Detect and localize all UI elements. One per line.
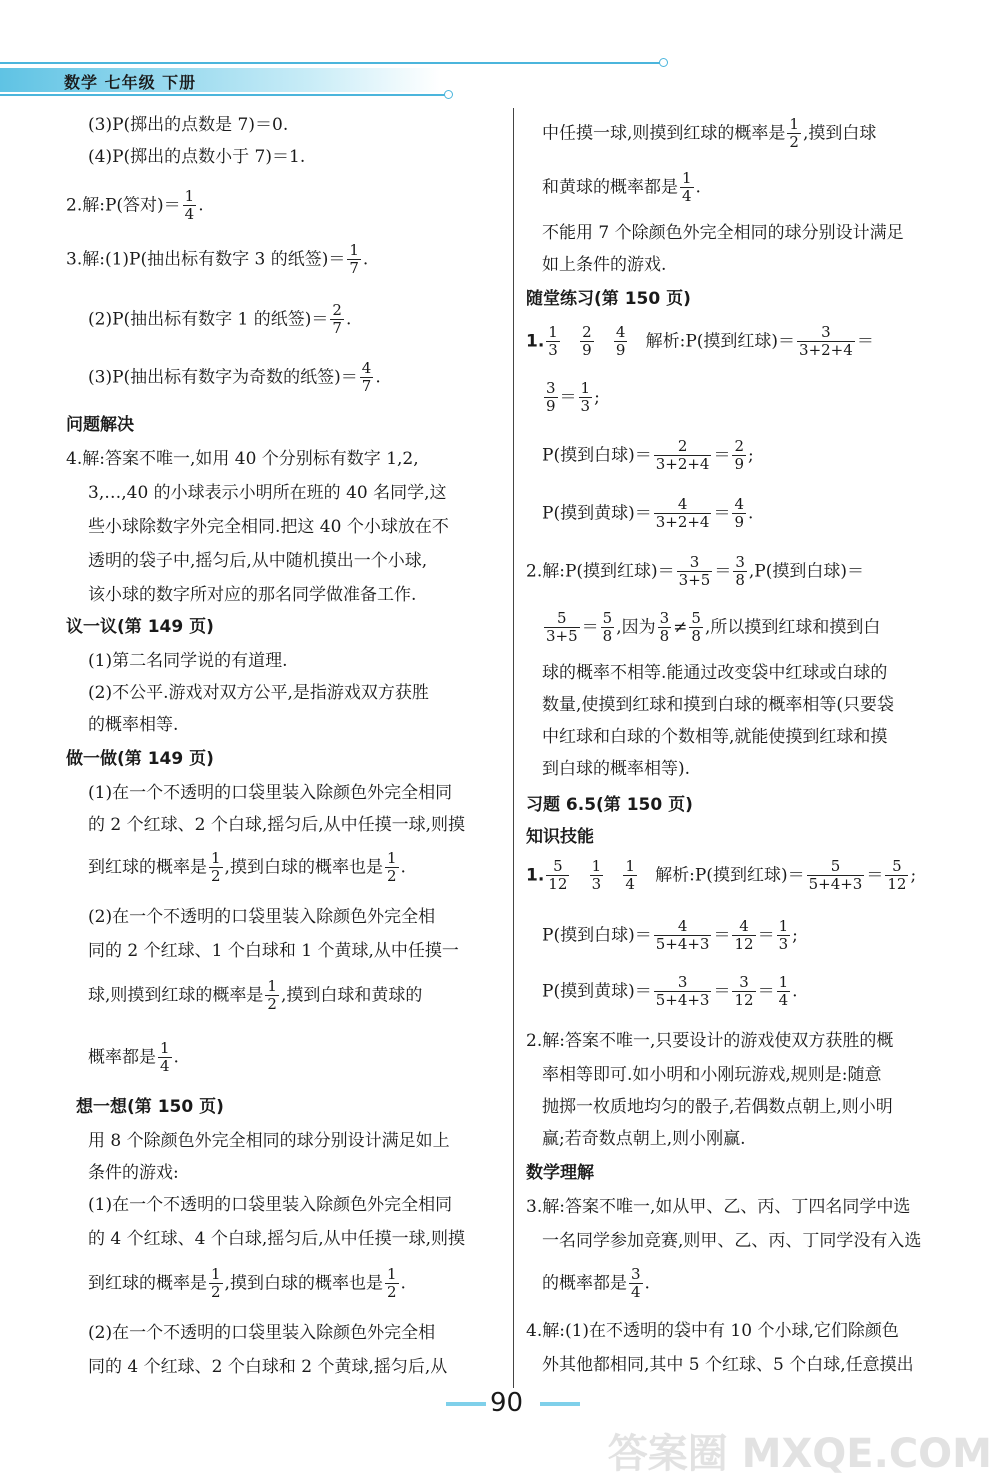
header-top-rule — [0, 62, 660, 64]
footer-decoration — [446, 1402, 486, 1406]
text-line: 用 8 个除颜色外完全相同的球分别设计满足如上 — [88, 1131, 450, 1151]
text-line: 3.解:答案不唯一,如从甲、乙、丙、丁四名同学中选 — [526, 1197, 911, 1217]
fraction: $\frac{5}{8}$ — [691, 609, 701, 646]
answer-3-2: (2)P(抽出标有数字 1 的纸签)＝ $\frac{2}{7}$ . — [88, 301, 352, 338]
fraction: $\frac{1}{3}$ — [591, 857, 602, 894]
fraction: $\frac{4}{9}$ — [734, 495, 745, 532]
fraction: $\frac{3}{9}$ — [546, 379, 556, 416]
fraction: $\frac{4}{5+4+3}$ — [655, 917, 710, 954]
fraction: $\frac{1}{4}$ — [778, 973, 789, 1010]
fraction: $\frac{2}{9}$ — [734, 437, 745, 474]
text-line: 和黄球的概率都是 $\frac{1}{4}$ . — [542, 169, 701, 206]
exercise-2: 2.解:P(摸到红球)＝ $\frac{3}{3+5}$ ＝ $\frac{3}{8}$ ,P(摸到白球)＝ — [526, 553, 864, 590]
column-divider — [513, 108, 514, 1388]
text-line: (2)不公平.游戏对双方公平,是指游戏双方获胜 — [88, 683, 429, 703]
text-line: (2)在一个不透明的口袋里装入除颜色外完全相 — [88, 1323, 436, 1343]
text-line: 的 4 个红球、4 个白球,摇匀后,从中任摸一球,则摸 — [88, 1229, 466, 1249]
text-line: 该小球的数字所对应的那名同学做准备工作. — [88, 585, 417, 605]
section-heading: 数学理解 — [526, 1163, 594, 1183]
fraction: $\frac{2}{3+2+4}$ — [655, 437, 710, 474]
fraction: $\frac{2}{9}$ — [582, 323, 592, 360]
text-line: 到红球的概率是 $\frac{1}{2}$ ,摸到白球的概率也是 $\frac{1}{2}$ . — [88, 849, 406, 886]
fraction: $\frac{1}{2}$ — [267, 977, 277, 1014]
text-line: (1)第二名同学说的有道理. — [88, 651, 288, 671]
text-line: 赢;若奇数点朝上,则小刚赢. — [542, 1129, 746, 1149]
fraction: $\frac{4}{3+2+4}$ — [655, 495, 710, 532]
fraction: $\frac{1}{7}$ — [349, 241, 359, 278]
fraction: $\frac{4}{7}$ — [361, 359, 372, 396]
fraction: $\frac{1}{3}$ — [778, 917, 789, 954]
section-heading: 议一议(第 149 页) — [66, 617, 214, 637]
text-line: 到白球的概率相等). — [542, 759, 691, 779]
answer-2: 2.解:P(答对)＝ $\frac{1}{4}$ . — [66, 187, 204, 224]
text-line: 同的 4 个红球、2 个白球和 2 个黄球,摇匀后,从 — [88, 1357, 448, 1377]
section-heading: 随堂练习(第 150 页) — [526, 289, 691, 309]
text-line: 些小球除数字外完全相同.把这 40 个小球放在不 — [88, 517, 449, 537]
text-line: 抛掷一枚质地均匀的骰子,若偶数点朝上,则小明 — [542, 1097, 893, 1117]
fraction: $\frac{1}{2}$ — [386, 1265, 397, 1302]
fraction: $\frac{3}{5+4+3}$ — [655, 973, 710, 1010]
text-line: 一名同学参加竞赛,则甲、乙、丙、丁同学没有入选 — [542, 1231, 922, 1251]
text-line: P(摸到黄球)＝ $\frac{4}{3+2+4}$ ＝ $\frac{4}{9}$ . — [542, 495, 754, 532]
text-line: 4.解:(1)在不透明的袋中有 10 个小球,它们除颜色 — [526, 1321, 899, 1341]
watermark: 答案圈 MXQE.COM — [607, 1431, 992, 1477]
text-line: 3,…,40 的小球表示小明所在班的 40 名同学,这 — [88, 483, 447, 503]
fraction: $\frac{3}{12}$ — [734, 973, 754, 1010]
text-line: 中任摸一球,则摸到红球的概率是 $\frac{1}{2}$ ,摸到白球 — [542, 115, 877, 152]
text-line: 球,则摸到红球的概率是 $\frac{1}{2}$ ,摸到白球和黄球的 — [88, 977, 423, 1014]
fraction: $\frac{5}{3+5}$ — [546, 609, 578, 646]
fraction: $\frac{1}{4}$ — [625, 857, 635, 894]
fraction: $\frac{3}{8}$ — [659, 609, 670, 646]
text-line: 的概率都是 $\frac{3}{4}$ . — [542, 1265, 650, 1302]
fraction: $\frac{5}{8}$ — [602, 609, 613, 646]
section-heading: 知识技能 — [526, 827, 594, 847]
fraction: $\frac{1}{4}$ — [184, 187, 195, 224]
section-heading: 习题 6.5(第 150 页) — [526, 795, 693, 815]
fraction: $\frac{3}{3+5}$ — [678, 553, 711, 590]
fraction: $\frac{1}{3}$ — [548, 323, 558, 360]
text-line: 到红球的概率是 $\frac{1}{2}$ ,摸到白球的概率也是 $\frac{1}{2}$ . — [88, 1265, 406, 1302]
text-line: (4)P(掷出的点数小于 7)＝1. — [88, 147, 306, 167]
section-heading: 问题解决 — [66, 415, 134, 435]
page-number: 90 — [490, 1388, 524, 1418]
text-line: 4.解:答案不唯一,如用 40 个分别标有数字 1,2, — [66, 449, 419, 469]
fraction: $\frac{1}{4}$ — [682, 169, 692, 206]
fraction: $\frac{5}{12}$ — [887, 857, 907, 894]
fraction: $\frac{3}{8}$ — [735, 553, 745, 590]
footer-decoration — [540, 1402, 580, 1406]
header-title: 数学 七年级 下册 — [64, 73, 197, 92]
text-line: 球的概率不相等.能通过改变袋中红球或白球的 — [542, 663, 888, 683]
fraction: $\frac{4}{12}$ — [734, 917, 754, 954]
text-line: (2)在一个不透明的口袋里装入除颜色外完全相 — [88, 907, 436, 927]
text-line: $\frac{5}{3+5}$ ＝ $\frac{5}{8}$ ,因为 $\frac{3}{8}$ ≠ $\frac{5}{8}$ ,所以摸到红球和摸到白 — [546, 609, 881, 646]
exercise-k1: 1. $\frac{5}{12}$ $\frac{1}{3}$ $\frac{1}{4}$ 解析:P(摸到红球)＝ $\frac{5}{5+4+3}$ ＝ $\frac{5}{12}$ ; — [526, 857, 917, 894]
fraction: $\frac{1}{2}$ — [789, 115, 799, 152]
text-line: 不能用 7 个除颜色外完全相同的球分别设计满足 — [542, 223, 904, 243]
text-line: (1)在一个不透明的口袋里装入除颜色外完全相同 — [88, 1195, 453, 1215]
fraction: $\frac{2}{7}$ — [332, 301, 342, 338]
text-line: 数量,使摸到红球和摸到白球的概率相等(只要袋 — [542, 695, 895, 715]
text-line: P(摸到黄球)＝ $\frac{3}{5+4+3}$ ＝ $\frac{3}{12}$ ＝ $\frac{1}{4}$ . — [542, 973, 798, 1010]
text-line: 如上条件的游戏. — [542, 255, 667, 275]
fraction: $\frac{3}{3+2+4}$ — [799, 323, 853, 360]
text-line: 外其他都相同,其中 5 个红球、5 个白球,任意摸出 — [542, 1355, 914, 1375]
header-bottom-dot — [444, 90, 453, 99]
text-line: 同的 2 个红球、1 个白球和 1 个黄球,从中任摸一 — [88, 941, 459, 961]
section-heading: 做一做(第 149 页) — [66, 749, 214, 769]
answer-3-3: (3)P(抽出标有数字为奇数的纸签)＝ $\frac{4}{7}$ . — [88, 359, 381, 396]
text-line: P(摸到白球)＝ $\frac{4}{5+4+3}$ ＝ $\frac{4}{12}$ ＝ $\frac{1}{3}$ ; — [542, 917, 798, 954]
fraction: $\frac{1}{3}$ — [580, 379, 591, 416]
text-line: 的 2 个红球、2 个白球,摇匀后,从中任摸一球,则摸 — [88, 815, 466, 835]
text-line: (1)在一个不透明的口袋里装入除颜色外完全相同 — [88, 783, 453, 803]
header-rule-dot — [659, 58, 668, 67]
fraction: $\frac{3}{4}$ — [631, 1265, 641, 1302]
fraction: $\frac{5}{12}$ — [548, 857, 568, 894]
fraction: $\frac{1}{4}$ — [160, 1039, 170, 1076]
text-line: 中红球和白球的个数相等,就能使摸到红球和摸 — [542, 727, 888, 747]
fraction: $\frac{1}{2}$ — [211, 1265, 221, 1302]
text-line: 条件的游戏: — [88, 1163, 179, 1183]
text-line: 的概率相等. — [88, 715, 179, 735]
text-line: (3)P(掷出的点数是 7)＝0. — [88, 115, 289, 135]
answer-3-1: 3.解:(1)P(抽出标有数字 3 的纸签)＝ $\frac{1}{7}$ . — [66, 241, 369, 278]
text-line: 率相等即可.如小明和小刚玩游戏,规则是:随意 — [542, 1065, 882, 1085]
text-line: $\frac{3}{9}$ ＝ $\frac{1}{3}$ ; — [546, 379, 600, 416]
section-heading: 想一想(第 150 页) — [76, 1097, 224, 1117]
text-line: P(摸到白球)＝ $\frac{2}{3+2+4}$ ＝ $\frac{2}{9}$ ; — [542, 437, 754, 474]
text-line: 透明的袋子中,摇匀后,从中随机摸出一个小球, — [88, 551, 428, 571]
fraction: $\frac{5}{5+4+3}$ — [808, 857, 863, 894]
text-line: 2.解:答案不唯一,只要设计的游戏使双方获胜的概 — [526, 1031, 894, 1051]
fraction: $\frac{1}{2}$ — [386, 849, 397, 886]
fraction: $\frac{4}{9}$ — [615, 323, 626, 360]
header-bottom-rule — [0, 94, 445, 96]
text-line: 概率都是 $\frac{1}{4}$ . — [88, 1039, 179, 1076]
fraction: $\frac{1}{2}$ — [211, 849, 221, 886]
exercise-1: 1. $\frac{1}{3}$ $\frac{2}{9}$ $\frac{4}{9}$ 解析:P(摸到红球)＝ $\frac{3}{3+2+4}$ ＝ — [526, 323, 874, 360]
